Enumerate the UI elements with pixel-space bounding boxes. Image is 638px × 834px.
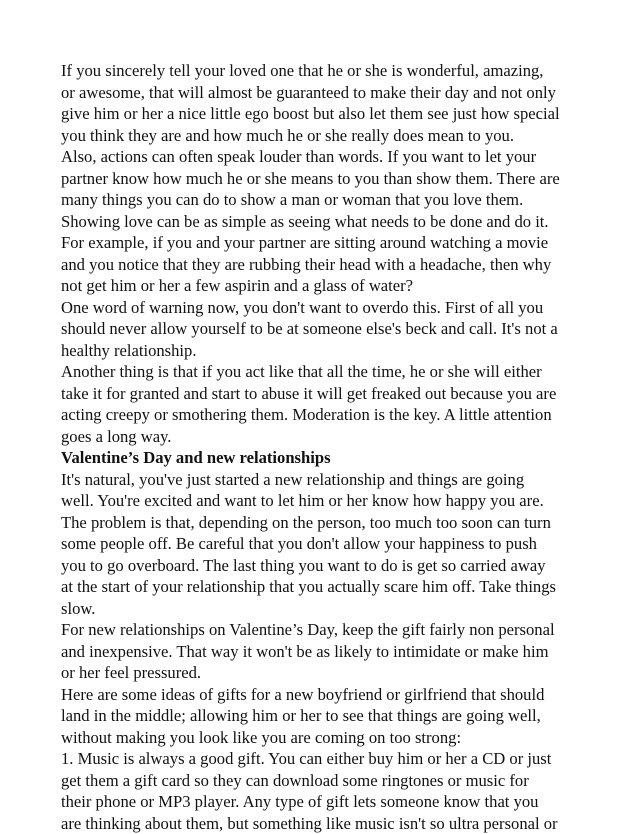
text-line-13: should never allow yourself to be at someone else's beck and call. It's not a xyxy=(61,318,571,340)
text-line-32: without making you look like you are coming on too strong: xyxy=(61,727,571,749)
text-line-8: Showing love can be as simple as seeing what needs to be done and do it. xyxy=(61,211,571,233)
text-line-29: or her feel pressured. xyxy=(61,662,571,684)
text-line-31: land in the middle; allowing him or her to see that things are going well, xyxy=(61,705,571,727)
text-line-27: For new relationships on Valentine’s Day, keep the gift fairly non personal xyxy=(61,619,571,641)
text-line-3: give him or her a nice little ego boost but also let them see just how special xyxy=(61,103,571,125)
text-line-24: you to go overboard. The last thing you want to do is get so carried away xyxy=(61,555,571,577)
text-line-11: not get him or her a few aspirin and a glass of water? xyxy=(61,275,571,297)
text-line-5: Also, actions can often speak louder than words. If you want to let your xyxy=(61,146,571,168)
text-line-20: It's natural, you've just started a new relationship and things are going xyxy=(61,469,571,491)
document-text-body xyxy=(61,60,571,834)
text-line-10: and you notice that they are rubbing their head with a headache, then why xyxy=(61,254,571,276)
section-heading: Valentine’s Day and new relationships xyxy=(61,447,571,469)
text-line-17: acting creepy or smothering them. Moderation is the key. A little attention xyxy=(61,404,571,426)
text-line-23: some people off. Be careful that you don't allow your happiness to push xyxy=(61,533,571,555)
text-line-33: 1. Music is always a good gift. You can either buy him or her a CD or just xyxy=(61,748,571,770)
text-line-22: The problem is that, depending on the person, too much too soon can turn xyxy=(61,512,571,534)
text-line-35: their phone or MP3 player. Any type of gift lets someone know that you xyxy=(61,791,571,813)
text-line-7: many things you can do to show a man or woman that you love them. xyxy=(61,189,571,211)
text-line-30: Here are some ideas of gifts for a new boyfriend or girlfriend that should xyxy=(61,684,571,706)
text-line-14: healthy relationship. xyxy=(61,340,571,362)
text-line-2: or awesome, that will almost be guaranteed to make their day and not only xyxy=(61,82,571,104)
text-line-15: Another thing is that if you act like that all the time, he or she will either xyxy=(61,361,571,383)
text-line-21: well. You're excited and want to let him or her know how happy you are. xyxy=(61,490,571,512)
text-line-36: are thinking about them, but something like music isn't so ultra personal or xyxy=(61,813,571,834)
text-line-28: and inexpensive. That way it won't be as likely to intimidate or make him xyxy=(61,641,571,663)
text-line-26: slow. xyxy=(61,598,571,620)
text-line-12: One word of warning now, you don't want to overdo this. First of all you xyxy=(61,297,571,319)
text-line-34: get them a gift card so they can download some ringtones or music for xyxy=(61,770,571,792)
text-line-16: take it for granted and start to abuse it will get freaked out because you are xyxy=(61,383,571,405)
text-line-9: For example, if you and your partner are sitting around watching a movie xyxy=(61,232,571,254)
text-line-4: you think they are and how much he or she really does mean to you. xyxy=(61,125,571,147)
text-line-1: If you sincerely tell your loved one that he or she is wonderful, amazing, xyxy=(61,60,571,82)
text-line-6: partner know how much he or she means to you than show them. There are xyxy=(61,168,571,190)
text-line-25: at the start of your relationship that you actually scare him off. Take things xyxy=(61,576,571,598)
text-line-18: goes a long way. xyxy=(61,426,571,448)
